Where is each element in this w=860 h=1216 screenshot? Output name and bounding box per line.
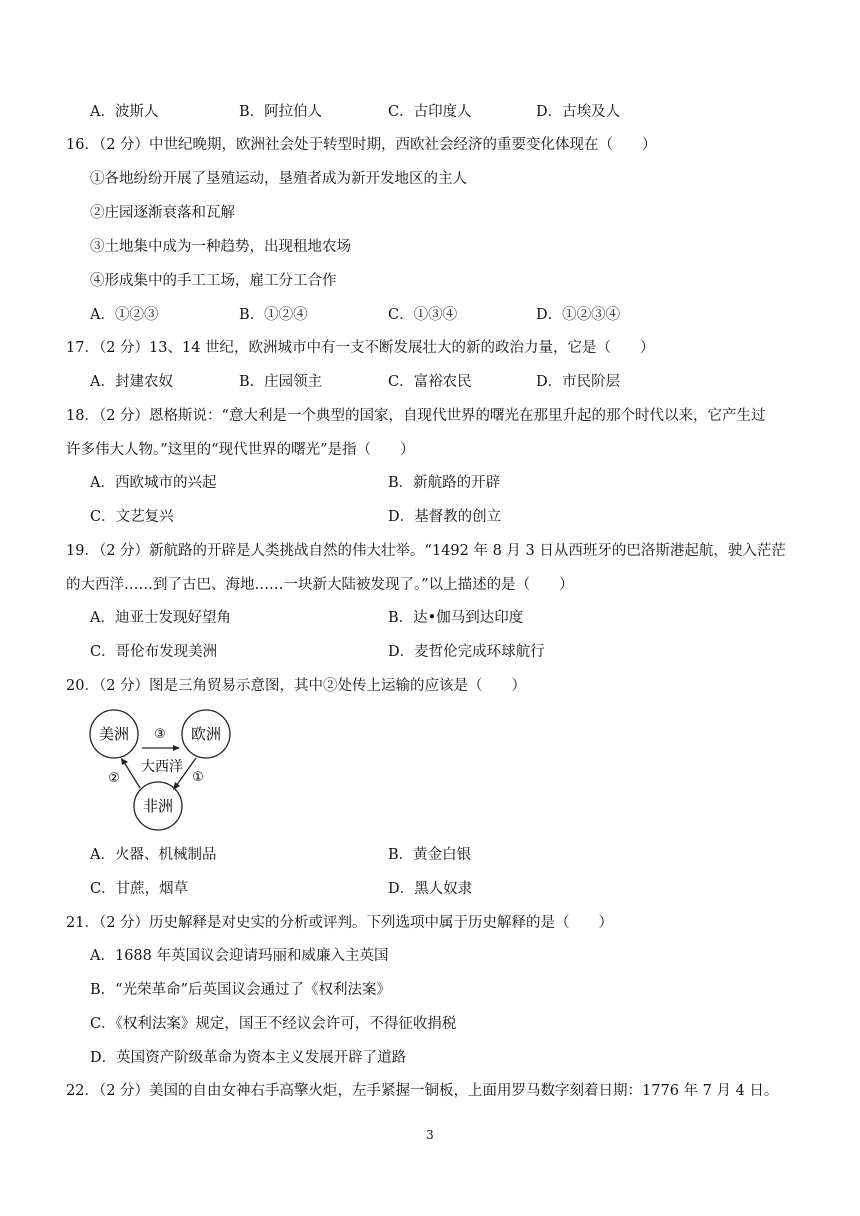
q21-option-b: B．“光荣革命”后英国议会通过了《权利法案》 (90, 982, 391, 998)
mark-2: ② (108, 771, 120, 786)
africa-label: 非洲 (142, 797, 174, 815)
q20-stem: 20．（2 分）图是三角贸易示意图，其中②处传上运输的应该是（ ） (66, 678, 527, 694)
q18-option-a: A．西欧城市的兴起 (90, 475, 217, 491)
q17-option-d: D．市民阶层 (536, 374, 621, 390)
q17-stem: 17．（2 分）13、14 世纪，欧洲城市中有一支不断发展壮大的新的政治力量，它是（ ） (66, 340, 655, 356)
q17-option-a: A．封建农奴 (90, 374, 173, 390)
q16-item-1: ①各地纷纷开展了垦殖运动，垦殖者成为新开发地区的主人 (90, 171, 467, 187)
arrow-2 (124, 762, 140, 788)
q16-stem: 16．（2 分）中世纪晚期，欧洲社会处于转型时期，西欧社会经济的重要变化体现在（ ） (66, 137, 657, 153)
q20-option-b: B．黄金白银 (388, 847, 472, 863)
q16-item-3: ③土地集中成为一种趋势，出现租地农场 (90, 239, 351, 255)
q16-option-c: C．①③④ (388, 307, 458, 323)
q16-option-d: D．①②③④ (536, 307, 621, 323)
mark-1: ① (192, 770, 204, 785)
q19-stem-line-2: 的大西洋……到了古巴、海地……一块新大陆被发现了。”以上描述的是（ ） (66, 577, 574, 593)
q20-option-d: D．黑人奴隶 (388, 881, 473, 897)
q15-option-b: B．阿拉伯人 (239, 104, 323, 120)
q16-option-a: A．①②③ (90, 307, 159, 323)
ocean-label: 大西洋 (141, 759, 183, 775)
mark-3: ③ (154, 727, 166, 742)
q21-option-a: A．1688 年英国议会迎请玛丽和威廉入主英国 (90, 948, 389, 964)
q15-option-a: A．波斯人 (90, 104, 159, 120)
q21-option-c: C．《权利法案》规定，国王不经议会许可，不得征收捐税 (90, 1016, 457, 1032)
q19-option-c: C．哥伦布发现美洲 (90, 644, 218, 660)
q18-stem-line-1: 18．（2 分）恩格斯说：“意大利是一个典型的国家，自现代世界的曙光在那里升起的那个时代以来，它产生过 (66, 408, 766, 424)
q17-option-b: B．庄园领主 (239, 374, 323, 390)
q22-stem: 22．（2 分）美国的自由女神右手高擎火炬，左手紧握一铜板，上面用罗马数字刻着日期：1776 年 7 月 4 日。 (66, 1083, 779, 1099)
q15-option-d: D．古埃及人 (536, 104, 621, 120)
q19-option-a: A．迪亚士发现好望角 (90, 610, 231, 626)
q20-option-a: A．火器、机械制品 (90, 847, 217, 863)
q20-option-c: C．甘蔗，烟草 (90, 881, 189, 897)
q18-option-b: B．新航路的开辟 (388, 475, 501, 491)
arrow-1-head (173, 782, 180, 790)
q19-option-d: D．麦哲伦完成环球航行 (388, 644, 545, 660)
europe-label: 欧洲 (190, 725, 222, 743)
q15-option-c: C．古印度人 (388, 104, 472, 120)
q19-stem-line-1: 19．（2 分）新航路的开辟是人类挑战自然的伟大壮举。“1492 年 8 月 3 日从西班牙的巴洛斯港起航，驶入茫茫 (66, 543, 786, 559)
q18-option-c: C．文艺复兴 (90, 509, 174, 525)
q18-option-d: D．基督教的创立 (388, 509, 502, 525)
america-label: 美洲 (98, 725, 130, 743)
q16-item-4: ④形成集中的手工工场，雇工分工合作 (90, 273, 337, 289)
q16-item-2: ②庄园逐渐衰落和瓦解 (90, 205, 235, 221)
q21-stem: 21．（2 分）历史解释是对史实的分析或评判。下列选项中属于历史解释的是（ ） (66, 915, 614, 931)
triangle-trade-diagram (84, 706, 244, 834)
q18-stem-line-2: 许多伟大人物。”这里的“现代世界的曙光”是指（ ） (66, 442, 415, 458)
q21-option-d: D．英国资产阶级革命为资本主义发展开辟了道路 (90, 1050, 407, 1066)
arrow-3-head (173, 745, 180, 751)
q19-option-b: B．达•伽马到达印度 (388, 610, 524, 626)
page-number: 3 (426, 1128, 434, 1142)
q16-option-b: B．①②④ (239, 307, 308, 323)
q17-option-c: C．富裕农民 (388, 374, 472, 390)
